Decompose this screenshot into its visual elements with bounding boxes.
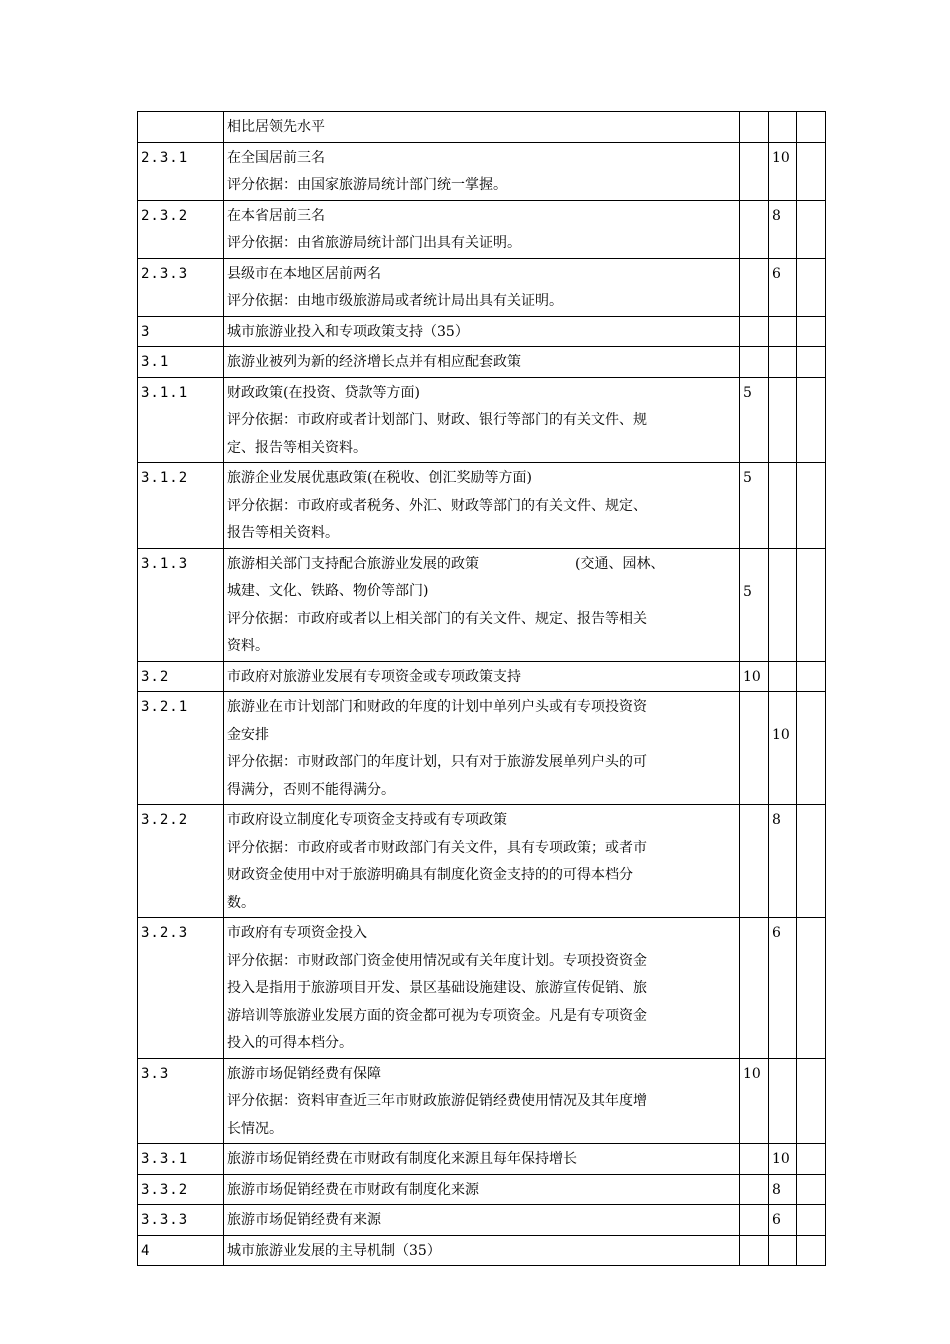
description-line: 评分依据：市政府或者市财政部门有关文件，具有专项政策；或者市: [227, 839, 647, 856]
score-s3: [797, 112, 826, 143]
description-line: 评分依据：由地市级旅游局或者统计局出具有关证明。: [227, 293, 563, 309]
description-line: 在本省居前三名: [227, 207, 325, 224]
item-description: [224, 805, 740, 918]
description-line: 旅游业被列为新的经济增长点并有相应配套政策: [227, 354, 521, 370]
item-code: 2.3.2: [138, 200, 224, 258]
score-value: 10: [743, 1065, 761, 1082]
table-row: [138, 548, 826, 661]
item-code: 3.2.3: [138, 918, 224, 1059]
score-s2: [769, 200, 797, 258]
item-code: 3.3.1: [138, 1144, 224, 1175]
item-description: [224, 661, 740, 692]
score-s3: [797, 1174, 826, 1205]
description-line: 金安排: [227, 726, 269, 743]
score-s3: [797, 377, 826, 463]
table-row: [138, 661, 826, 692]
description-line: 长情况。: [227, 1120, 283, 1137]
item-description: [224, 316, 740, 347]
score-s2: [769, 548, 797, 661]
item-code: 3.2: [138, 661, 224, 692]
item-code: 3.3.3: [138, 1205, 224, 1236]
score-s3: [797, 347, 826, 378]
score-value: 8: [772, 1181, 781, 1198]
score-value: 10: [772, 149, 790, 166]
score-s1: [740, 258, 769, 316]
description-line: 评分依据：市政府或者计划部门、财政、银行等部门的有关文件、规: [227, 412, 647, 428]
item-description: [224, 1205, 740, 1236]
description-line: 报告等相关资料。: [227, 525, 339, 541]
score-s1: [740, 1205, 769, 1236]
score-s2: [769, 1174, 797, 1205]
description-line: 得满分，否则不能得满分。: [227, 781, 395, 798]
score-s1: [740, 692, 769, 805]
table-row: [138, 142, 826, 200]
table-row: [138, 463, 826, 549]
description-line: 旅游业在市计划部门和财政的年度的计划中单列户头或有专项投资资: [227, 699, 647, 715]
score-s2: [769, 142, 797, 200]
description-line: 市政府有专项资金投入: [227, 925, 367, 941]
table-row: [138, 377, 826, 463]
item-description: [224, 347, 740, 378]
item-description: [224, 142, 740, 200]
score-s1: [740, 112, 769, 143]
description-line: 评分依据：市财政部门的年度计划，只有对于旅游发展单列户头的可: [227, 754, 647, 770]
item-description: [224, 918, 740, 1059]
description-line: 评分依据：资料审查近三年市财政旅游促销经费使用情况及其年度增: [227, 1093, 647, 1109]
description-line: 游培训等旅游业发展方面的资金都可视为专项资金。凡是有专项资金: [227, 1007, 647, 1024]
score-s2: [769, 316, 797, 347]
score-s1: [740, 918, 769, 1059]
score-s3: [797, 463, 826, 549]
description-line: 城建、文化、铁路、物价等部门): [227, 583, 429, 599]
score-value: 10: [772, 727, 790, 743]
score-value: 6: [772, 1212, 781, 1228]
score-s1: [740, 377, 769, 463]
description-line: 评分依据：由省旅游局统计部门出具有关证明。: [227, 235, 521, 251]
table-row: [138, 1174, 826, 1205]
score-s2: [769, 1205, 797, 1236]
score-s3: [797, 316, 826, 347]
score-value: 6: [772, 925, 781, 941]
score-value: 8: [772, 812, 781, 828]
table-row: [138, 1144, 826, 1175]
item-code: 3.1.2: [138, 463, 224, 549]
description-line: 数。: [227, 894, 255, 911]
item-code: 3.1: [138, 347, 224, 378]
score-s3: [797, 1144, 826, 1175]
description-line: 市政府设立制度化专项资金支持或有专项政策: [227, 812, 507, 828]
description-line: 财政政策(在投资、贷款等方面): [227, 384, 420, 401]
description-line: 旅游市场促销经费有保障: [227, 1065, 381, 1082]
table-row: [138, 1235, 826, 1266]
description-line: 在全国居前三名: [227, 149, 325, 166]
score-s1: [740, 463, 769, 549]
description-line: 资料。: [227, 638, 269, 654]
item-code: 3.2.2: [138, 805, 224, 918]
item-description: [224, 463, 740, 549]
description-line: 旅游市场促销经费在市财政有制度化来源: [227, 1181, 479, 1198]
description-line: 旅游市场促销经费在市财政有制度化来源且每年保持增长: [227, 1151, 577, 1167]
score-value: 5: [743, 583, 752, 600]
score-s1: [740, 347, 769, 378]
score-s3: [797, 1058, 826, 1144]
table-row: [138, 347, 826, 378]
table-row: [138, 112, 826, 143]
score-value: 10: [772, 1151, 790, 1167]
score-s2: [769, 112, 797, 143]
score-s1: [740, 661, 769, 692]
item-code: 4: [138, 1235, 224, 1266]
description-line-tail: (交通、园林、: [575, 555, 665, 572]
scoring-table-body: [138, 112, 826, 1266]
score-s2: [769, 377, 797, 463]
table-row: [138, 316, 826, 347]
item-description: [224, 1058, 740, 1144]
table-row: [138, 1058, 826, 1144]
score-s3: [797, 1205, 826, 1236]
item-code: 3.2.1: [138, 692, 224, 805]
item-description: [224, 200, 740, 258]
item-description: [224, 548, 740, 661]
score-value: 5: [743, 470, 752, 486]
score-s2: [769, 918, 797, 1059]
score-s3: [797, 918, 826, 1059]
score-s2: [769, 463, 797, 549]
score-s3: [797, 1235, 826, 1266]
description-line: 旅游市场促销经费有来源: [227, 1212, 381, 1228]
item-code: 2.3.3: [138, 258, 224, 316]
description-line: 城市旅游业发展的主导机制（35）: [227, 1242, 441, 1259]
description-line: [227, 551, 736, 579]
description-line: 旅游企业发展优惠政策(在税收、创汇奖励等方面): [227, 470, 532, 486]
score-s2: [769, 258, 797, 316]
score-s1: [740, 1144, 769, 1175]
table-row: [138, 692, 826, 805]
score-s1: [740, 1174, 769, 1205]
score-s3: [797, 805, 826, 918]
item-description: [224, 258, 740, 316]
item-description: [224, 692, 740, 805]
item-code: 3.1.3: [138, 548, 224, 661]
score-s3: [797, 200, 826, 258]
table-row: [138, 200, 826, 258]
description-line: 定、报告等相关资料。: [227, 439, 367, 456]
score-s2: [769, 1058, 797, 1144]
item-description: [224, 1174, 740, 1205]
score-s1: [740, 316, 769, 347]
score-s1: [740, 200, 769, 258]
score-s3: [797, 692, 826, 805]
score-s1: [740, 142, 769, 200]
score-s2: [769, 692, 797, 805]
score-s2: [769, 1235, 797, 1266]
description-line: 县级市在本地区居前两名: [227, 265, 381, 282]
score-s3: [797, 258, 826, 316]
score-s1: [740, 548, 769, 661]
score-s2: [769, 1144, 797, 1175]
item-code: 3.1.1: [138, 377, 224, 463]
score-value: 5: [743, 384, 752, 401]
score-s1: [740, 1058, 769, 1144]
score-s2: [769, 661, 797, 692]
description-line: 投入是指用于旅游项目开发、景区基础设施建设、旅游宣传促销、旅: [227, 980, 647, 996]
description-line: 评分依据：市政府或者以上相关部门的有关文件、规定、报告等相关: [227, 610, 647, 627]
table-row: [138, 258, 826, 316]
table-row: [138, 805, 826, 918]
table-row: [138, 918, 826, 1059]
table-row: [138, 1205, 826, 1236]
item-code: 3.3: [138, 1058, 224, 1144]
item-description: [224, 1144, 740, 1175]
score-s2: [769, 347, 797, 378]
description-line: 城市旅游业投入和专项政策支持（35）: [227, 323, 469, 340]
description-line: 评分依据：市政府或者税务、外汇、财政等部门的有关文件、规定、: [227, 497, 647, 514]
item-code: 2.3.1: [138, 142, 224, 200]
scoring-table: [137, 111, 826, 1266]
score-s3: [797, 548, 826, 661]
description-line: 财政资金使用中对于旅游明确具有制度化资金支持的的可得本档分: [227, 867, 633, 883]
description-line: 投入的可得本档分。: [227, 1035, 353, 1051]
item-code: [138, 112, 224, 143]
score-value: 6: [772, 265, 781, 282]
score-s2: [769, 805, 797, 918]
score-s3: [797, 142, 826, 200]
item-description: [224, 377, 740, 463]
score-s3: [797, 661, 826, 692]
description-line: 市政府对旅游业发展有专项资金或专项政策支持: [227, 668, 521, 685]
item-description: [224, 1235, 740, 1266]
score-value: 10: [743, 668, 761, 685]
item-description: [224, 112, 740, 143]
description-line: 评分依据：由国家旅游局统计部门统一掌握。: [227, 177, 507, 193]
score-value: 8: [772, 207, 781, 224]
score-s1: [740, 1235, 769, 1266]
item-code: 3.3.2: [138, 1174, 224, 1205]
description-line: 相比居领先水平: [227, 119, 325, 135]
item-code: 3: [138, 316, 224, 347]
description-line-text: 旅游相关部门支持配合旅游业发展的政策: [227, 555, 479, 572]
description-line: 评分依据：市财政部门资金使用情况或有关年度计划。专项投资资金: [227, 952, 647, 969]
score-s1: [740, 805, 769, 918]
